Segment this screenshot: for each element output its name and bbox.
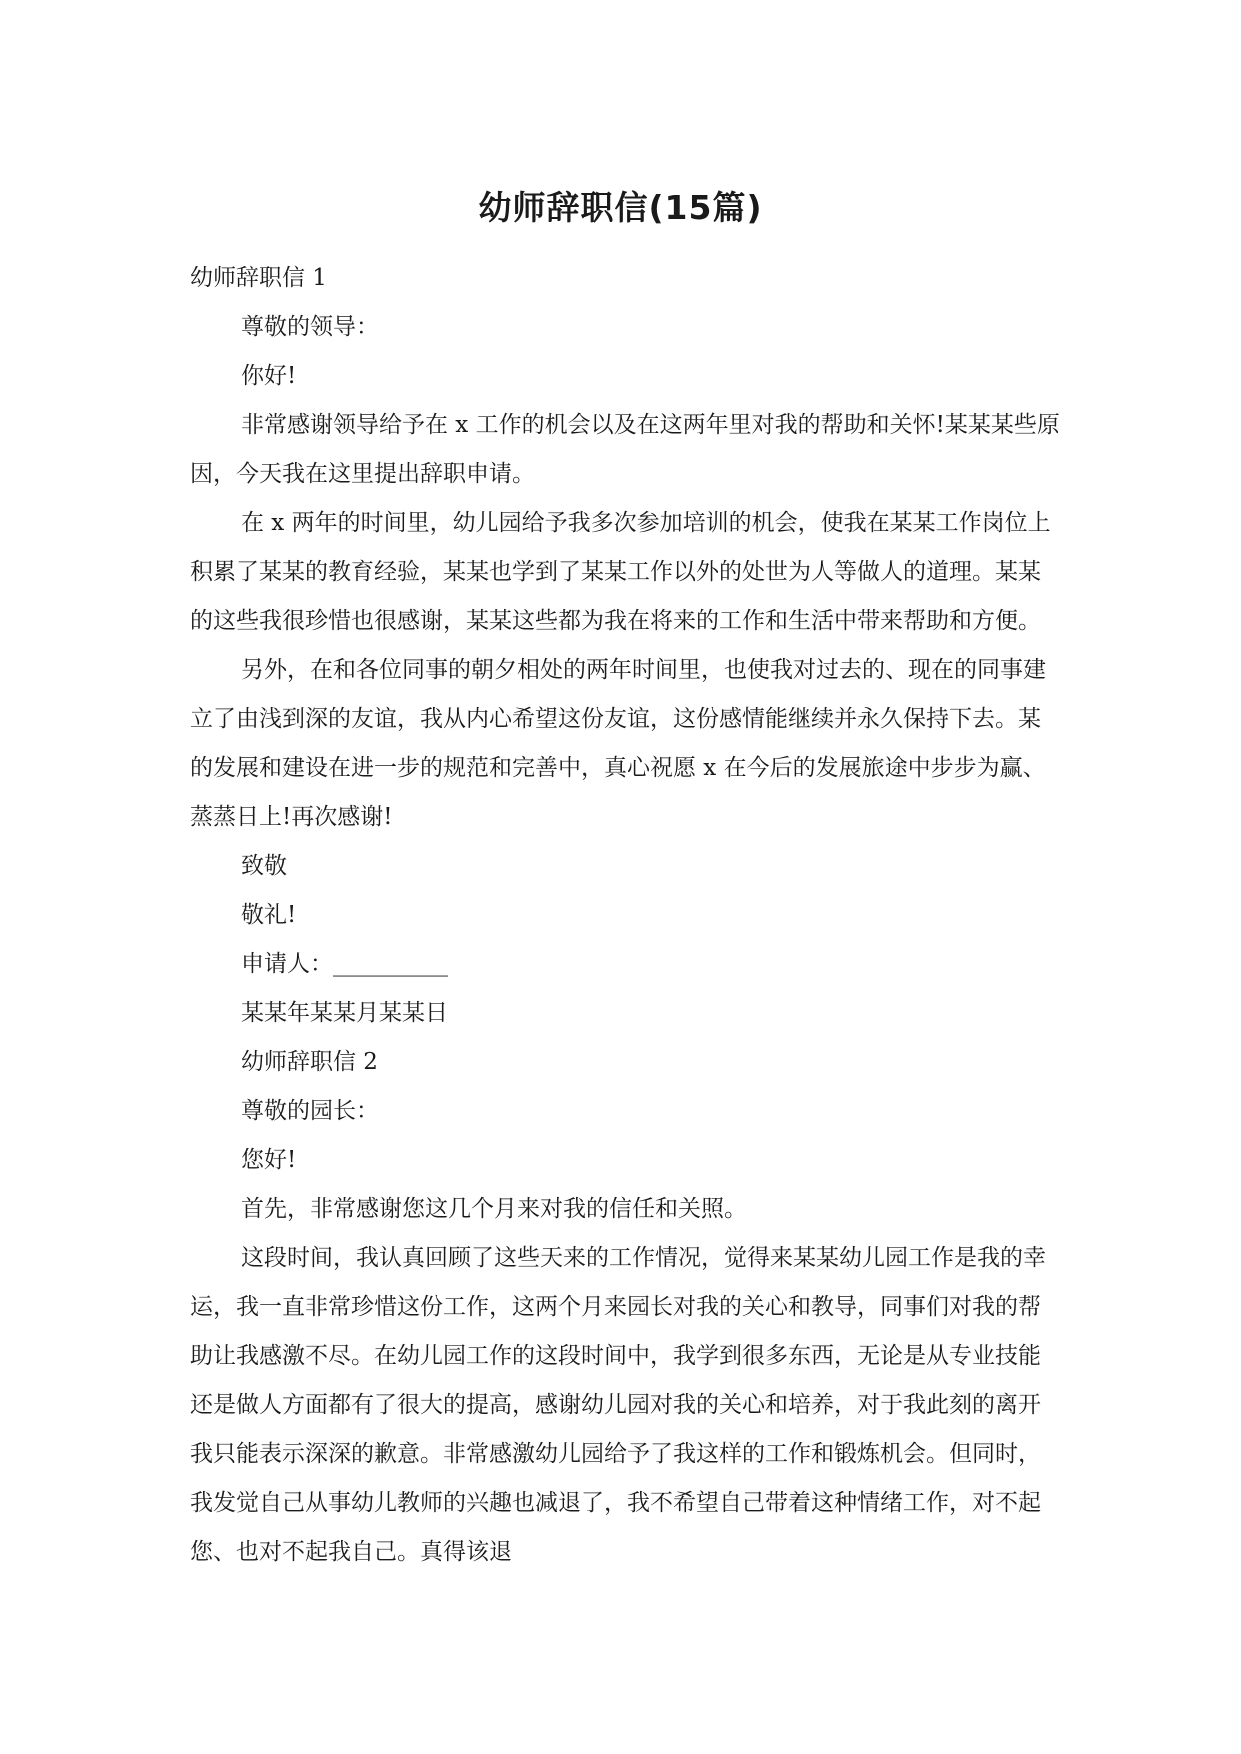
paragraph: 幼师辞职信 2 (241, 1049, 378, 1075)
document-body (190, 254, 1060, 1577)
paragraph: 尊敬的领导： (241, 314, 379, 340)
paragraph: 首先，非常感谢您这几个月来对我的信任和关照。 (241, 1196, 747, 1222)
paragraph: 尊敬的园长： (241, 1098, 379, 1124)
paragraph: 幼师辞职信 1 (190, 265, 327, 291)
paragraph: 敬礼! (241, 902, 297, 928)
paragraph: 在 x 两年的时间里，幼儿园给予我多次参加培训的机会，使我在某某工作岗位上积累了某某的教育经验，某某也学到了某某工作以外的处世为人等做人的道理。某某的这些我很珍惜也很感谢，某某这些都为我在将来的工作和生活中带来帮助和方便。 (190, 510, 1051, 634)
paragraph: 非常感谢领导给予在 x 工作的机会以及在这两年里对我的帮助和关怀!某某某些原因，今天我在这里提出辞职申请。 (190, 412, 1060, 487)
paragraph: 您好! (241, 1147, 297, 1173)
paragraph: 另外，在和各位同事的朝夕相处的两年时间里，也使我对过去的、现在的同事建立了由浅到深的友谊，我从内心希望这份友谊，这份感情能继续并永久保持下去。某的发展和建设在进一步的规范和完善中，真心祝愿 x 在今后的发展旅途中步步为赢、蒸蒸日上!再次感谢! (190, 657, 1046, 830)
paragraph: 这段时间，我认真回顾了这些天来的工作情况，觉得来某某幼儿园工作是我的幸运，我一直非常珍惜这份工作，这两个月来园长对我的关心和教导，同事们对我的帮助让我感激不尽。在幼儿园工作的这段时间中，我学到很多东西，无论是从专业技能还是做人方面都有了很大的提高，感谢幼儿园对我的关心和培养，对于我此刻的离开我只能表示深深的歉意。非常感激幼儿园给予了我这样的工作和锻炼机会。但同时，我发觉自己从事幼儿教师的兴趣也减退了，我不希望自己带着这种情绪工作，对不起您、也对不起我自己。真得该退 (190, 1245, 1046, 1565)
paragraph: 致敬 (241, 853, 287, 879)
paragraph: 申请人：__________ (241, 951, 448, 977)
document-title: 幼师辞职信(15篇) (478, 188, 763, 227)
paragraph: 你好! (241, 363, 297, 389)
paragraph: 某某年某某月某某日 (241, 1000, 448, 1026)
